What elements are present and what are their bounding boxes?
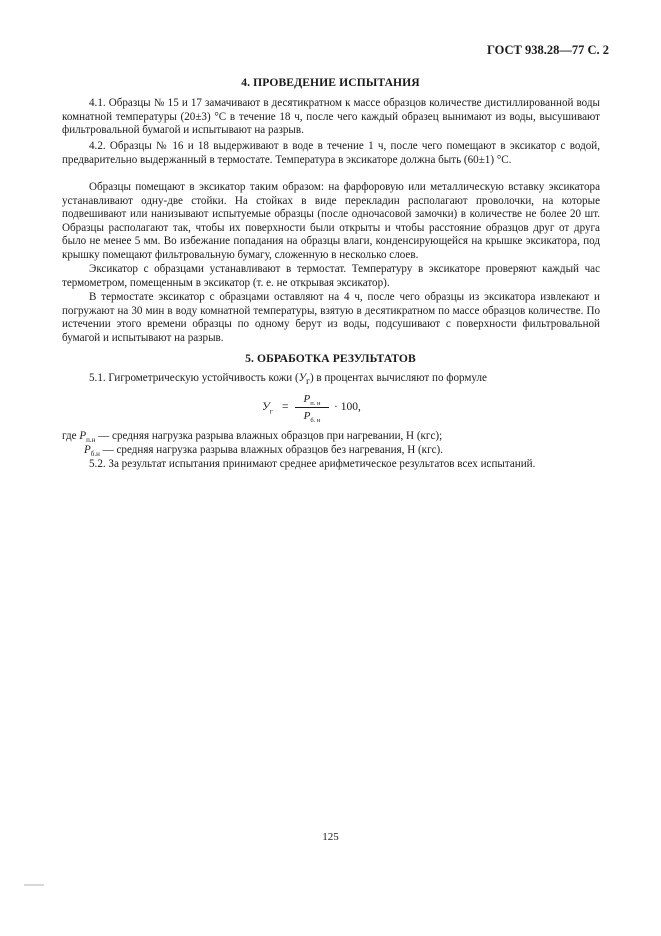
paragraph-4-3: Эксикатор с образцами устанавливают в термостат. Температуру в эксикаторе проверяют каждый час термометром, помещенным в эксикатор (т. е. не открывая эксикатор). [62,263,600,289]
formula-numerator: $P_{п. н}$ [303,393,321,408]
formula-denominator: $P_{б. н}$ [303,410,321,425]
paragraph-4-2: 4.2. Образцы № 16 и 18 выдерживают в воде в течение 1 ч, после чего помещают в эксикатор с водой, предварительно выдержанный в термостате. Температура в эксикаторе должна быть (60±1) °С. [62,140,600,166]
paragraph-4-1: 4.1. Образцы № 15 и 17 замачивают в десятикратном к массе образцов количестве дистиллированной воды комнатной температуры (20±3) °С в течение 18 ч, после чего каждый образец вынимают из воды, высушивают фильтровальной бумагой и испытывают на разрыв. [62,97,600,137]
formula-lhs: $У_г$ [262,401,273,416]
paragraph-4-2-cont: Образцы помещают в эксикатор таким образом: на фарфоровую или металлическую вставку эксикатора устанавливают одну-две стойки. На стойках в виде перекладин располагают проволочки, на которые подвешивают или нанизывают испытуемые образцы (после одночасовой замочки) в количестве не более 20 шт. Образцы располагают так, чтобы их поверхности были открыты и чтобы расстояние образцов друг от друга было не менее 5 мм. Во избежание попадания на образцы влаги, конденсирующейся на крышке эксикатора, под крышку помещают фильтровальную бумагу, сложенную в несколько слоев. [62,181,600,261]
section-4-title: 4. ПРОВЕДЕНИЕ ИСПЫТАНИЯ [241,76,420,89]
formula-fraction [295,392,329,423]
page-header: ГОСТ 938.28—77 С. 2 [486,43,609,57]
page-number: 125 [322,831,339,843]
scan-mark [24,884,44,886]
formula-equals: = [282,401,289,413]
paragraph-4-4: В термостате эксикатор с образцами оставляют на 4 ч, после чего образцы из эксикатора извлекают и погружают на 30 мин в воду комнатной температуры, взятую в десятикратном по массе образцов количестве. По истечении этого времени образцы по одному берут из воды, подсушивают с поверхности фильтровальной бумагой и испытывают на разрыв. [62,291,600,344]
formula-multiplier: · 100, [334,401,361,413]
paragraph-5-1: 5.1. Гигрометрическую устойчивость кожи $(У_г)$ в процентах вычисляют по формуле [89,372,487,388]
section-5-title: 5. ОБРАБОТКА РЕЗУЛЬТАТОВ [245,352,416,365]
definition-p-pn: где $P_{п.н}$ — средняя нагрузка разрыва влажных образцов при нагревании, Н (кгс); [62,430,443,445]
paragraph-5-2: 5.2. За результат испытания принимают среднее арифметическое результатов всех испытаний. [89,458,536,470]
formula [262,392,462,426]
definition-p-bn: $P_{б.н}$ — средняя нагрузка разрыва влажных образцов без нагревания, Н (кгс). [84,444,444,459]
